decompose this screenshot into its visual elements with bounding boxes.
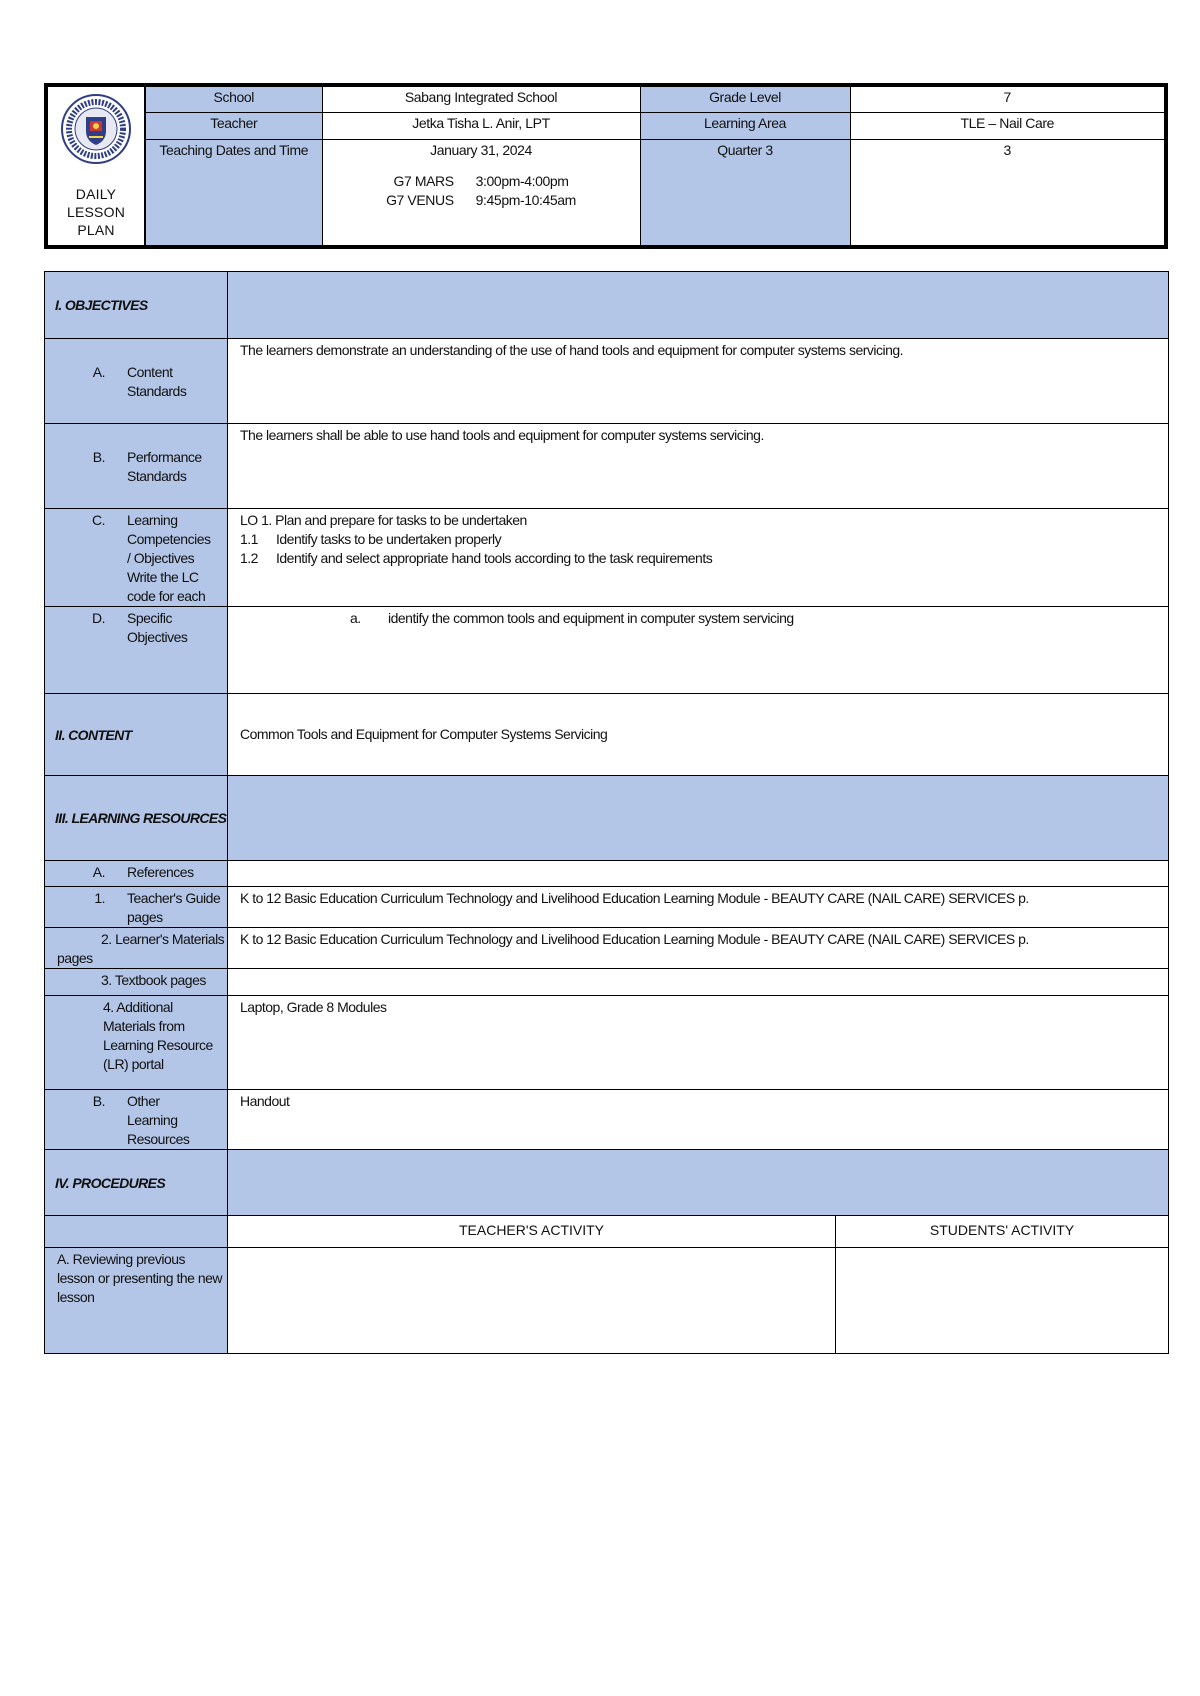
specific-objectives-label [45, 607, 228, 694]
teachers-guide-text: K to 12 Basic Education Curriculum Technology and Livelihood Education Learning Module - BEAUTY CARE (NAIL CARE) SERVICES p. [240, 890, 1029, 906]
students-activity-header [836, 1216, 1169, 1248]
item-marker: A. [92, 364, 105, 380]
item-label: Teacher's Guide pages [127, 890, 221, 925]
reviewing-students-activity [836, 1248, 1169, 1354]
objectives-header-fill [228, 272, 1169, 339]
references-value [228, 861, 1169, 887]
item-label: 4. Additional Materials from Learning Resource (LR) portal [103, 999, 213, 1072]
content-standards-label [45, 339, 228, 424]
item-marker: B. [92, 449, 105, 465]
column-header: TEACHER'S ACTIVITY [458, 1222, 605, 1238]
title-line-3: PLAN [77, 222, 115, 238]
grade-level-label: Grade Level [640, 85, 850, 112]
item-label: Learning Competencies / Objectives Write the LC code for each [127, 512, 211, 604]
performance-standards-value [228, 424, 1169, 509]
daily-lesson-plan-title [50, 185, 142, 239]
teaching-dates-value [322, 139, 640, 247]
other-resources-value [228, 1090, 1169, 1150]
learners-materials-text: K to 12 Basic Education Curriculum Technology and Livelihood Education Learning Module - BEAUTY CARE (NAIL CARE) SERVICES p. [240, 931, 1029, 947]
competency-number: 1.1 [240, 531, 258, 547]
item-label: 3. Textbook pages [101, 972, 206, 988]
school-value: Sabang Integrated School [322, 85, 640, 112]
class-time: 3:00pm-4:00pm [475, 172, 569, 189]
teachers-guide-label [45, 887, 228, 928]
procedures-header-fill [228, 1150, 1169, 1216]
content-section-label [45, 694, 228, 776]
textbook-pages-label [45, 969, 228, 996]
procedures-section-label [45, 1150, 228, 1216]
item-label: Performance Standards [127, 449, 202, 484]
school-label: School [145, 85, 322, 112]
teachers-guide-value [228, 887, 1169, 928]
lesson-plan-table [44, 271, 1169, 1354]
performance-standards-label [45, 424, 228, 509]
content-section-value [228, 694, 1169, 776]
item-label: Specific Objectives [127, 610, 188, 645]
deped-seal-icon [60, 93, 132, 165]
reviewing-lesson-label [45, 1248, 228, 1354]
textbook-pages-value [228, 969, 1169, 996]
textbook-pages-text [228, 969, 1168, 971]
section-title: IV. PROCEDURES [55, 1174, 166, 1191]
schedule-row [327, 172, 636, 191]
section-title: II. CONTENT [55, 726, 132, 743]
objective-text: identify the common tools and equipment in computer system servicing [388, 610, 794, 626]
procedures-blank-label [45, 1216, 228, 1248]
resources-header-fill [228, 776, 1169, 861]
content-standards-value [228, 339, 1169, 424]
content-standards-text: The learners demonstrate an understanding of the use of hand tools and equipment for computer systems servicing. [240, 342, 904, 358]
additional-materials-label [45, 996, 228, 1090]
learning-outcome: LO 1. Plan and prepare for tasks to be undertaken [240, 512, 527, 528]
item-label: Other Learning Resources [127, 1093, 190, 1147]
quarter-label: Quarter 3 [640, 139, 850, 247]
item-label: 2. Learner's Materials pages [57, 931, 225, 966]
item-label: Content Standards [127, 364, 187, 399]
item-marker: A. [92, 864, 105, 880]
header-table [44, 83, 1168, 249]
teaching-date: January 31, 2024 [430, 141, 532, 158]
competency-item [240, 549, 1168, 568]
references-label [45, 861, 228, 887]
specific-objective-item [228, 607, 1168, 628]
section-title: I. OBJECTIVES [55, 297, 148, 313]
grade-level-value: 7 [850, 85, 1166, 112]
title-line-1: DAILY [75, 186, 117, 202]
competency-text: Identify and select appropriate hand tools according to the task requirements [276, 550, 713, 566]
content-text: Common Tools and Equipment for Computer Systems Servicing [240, 726, 608, 742]
item-marker: B. [92, 1093, 105, 1109]
learning-competencies-label [45, 509, 228, 607]
resources-section-label [45, 776, 228, 861]
teaching-dates-label: Teaching Dates and Time [145, 139, 322, 247]
objective-marker: a. [350, 610, 361, 626]
learning-competencies-value [228, 509, 1169, 607]
other-resources-label [45, 1090, 228, 1150]
logo-cell [46, 85, 145, 247]
column-header: STUDENTS' ACTIVITY [929, 1222, 1075, 1238]
learners-materials-label [45, 928, 228, 969]
class-time: 9:45pm-10:45am [475, 191, 576, 208]
teachers-activity-header [228, 1216, 836, 1248]
item-marker: 1. [94, 890, 105, 906]
competency-item [240, 530, 1168, 549]
teacher-label: Teacher [145, 112, 322, 139]
performance-standards-text: The learners shall be able to use hand tools and equipment for computer systems servicing. [240, 427, 764, 443]
quarter-value: 3 [850, 139, 1166, 247]
reviewing-teacher-activity [228, 1248, 836, 1354]
section-title: III. LEARNING RESOURCES [55, 809, 227, 826]
item-label: A. Reviewing previous lesson or presenting the new lesson [57, 1251, 222, 1305]
additional-materials-value [228, 996, 1169, 1090]
title-line-2: LESSON [67, 204, 125, 220]
schedule-row [327, 191, 636, 210]
item-marker: C. [92, 512, 105, 528]
class-name: G7 MARS [393, 172, 454, 189]
competency-text: Identify tasks to be undertaken properly [276, 531, 502, 547]
class-name: G7 VENUS [386, 191, 454, 208]
competency-number: 1.2 [240, 550, 258, 566]
learning-area-label: Learning Area [640, 112, 850, 139]
other-resources-text: Handout [240, 1093, 290, 1109]
specific-objectives-value [228, 607, 1169, 694]
learners-materials-value [228, 928, 1169, 969]
objectives-section-label [45, 272, 228, 339]
schedule-list [327, 172, 636, 210]
learning-area-value: TLE – Nail Care [850, 112, 1166, 139]
teacher-value: Jetka Tisha L. Anir, LPT [322, 112, 640, 139]
item-label: References [127, 864, 194, 880]
additional-materials-text: Laptop, Grade 8 Modules [240, 999, 387, 1015]
item-marker: D. [92, 610, 105, 626]
